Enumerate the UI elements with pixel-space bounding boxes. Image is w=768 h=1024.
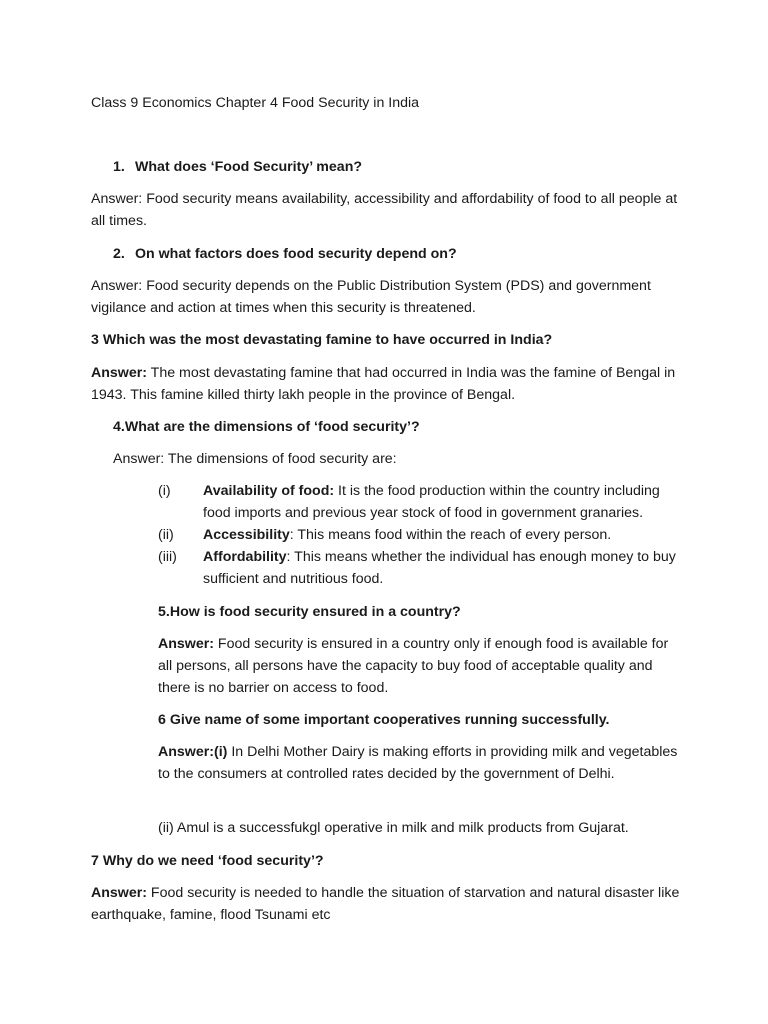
question-2-text: On what factors does food security depend on? xyxy=(135,246,457,262)
answer-4-intro: Answer: The dimensions of food security are: xyxy=(113,451,397,467)
list-item-text xyxy=(203,480,683,524)
answer-7-text: Food security is needed to handle the situation of starvation and natural disaster like earthquake, famine, flood Tsunami etc xyxy=(91,885,680,923)
document-title: Class 9 Economics Chapter 4 Food Security in India xyxy=(91,95,420,111)
list-item-numeral: (iii) xyxy=(158,549,177,565)
list-item-text xyxy=(203,524,683,546)
question-1 xyxy=(113,156,693,178)
list-item-desc: : This means whether the individual has enough money to buy sufficient and nutritious food. xyxy=(203,549,676,587)
answer-2: Answer: Food security depends on the Public Distribution System (PDS) and government vigilance and action at times when this security is threatened. xyxy=(91,278,651,316)
list-item-numeral: (i) xyxy=(158,483,171,499)
list-item-term: Affordability xyxy=(203,549,287,565)
answer-5 xyxy=(158,633,678,699)
answer-6-part-ii: (ii) Amul is a successfukgl operative in milk and milk products from Gujarat. xyxy=(158,820,629,836)
list-item-text xyxy=(203,546,683,590)
answer-6-text: In Delhi Mother Dairy is making efforts in providing milk and vegetables to the consumers at controlled rates decided by the government of Delhi. xyxy=(158,744,678,782)
answer-3-text: The most devastating famine that had occurred in India was the famine of Bengal in 1943. This famine killed thirty lakh people in the province of Bengal. xyxy=(91,365,676,403)
answer-7-label: Answer: xyxy=(91,885,147,901)
list-item-desc: : This means food within the reach of every person. xyxy=(289,527,612,543)
question-6: 6 Give name of some important cooperatives running successfully. xyxy=(158,712,610,728)
list-item-term: Availability of food: xyxy=(203,483,335,499)
answer-3 xyxy=(91,362,681,406)
question-4: 4.What are the dimensions of ‘food security’? xyxy=(113,419,420,435)
list-item-numeral: (ii) xyxy=(158,527,174,543)
question-7: 7 Why do we need ‘food security’? xyxy=(91,853,324,869)
list-item-term: Accessibility xyxy=(203,527,290,543)
answer-5-text: Food security is ensured in a country only if enough food is available for all persons, all persons have the capacity to buy food of acceptable quality and there is no barrier on access to food. xyxy=(158,636,669,696)
answer-7 xyxy=(91,882,681,926)
answer-6 xyxy=(158,741,678,785)
answer-6-label: Answer:(i) xyxy=(158,744,228,760)
question-3: 3 Which was the most devastating famine to have occurred in India? xyxy=(91,332,553,348)
answer-1: Answer: Food security means availability, accessibility and affordability of food to all people at all times. xyxy=(91,191,678,229)
question-2 xyxy=(113,243,693,265)
answer-3-label: Answer: xyxy=(91,365,147,381)
question-2-number: 2. xyxy=(113,246,125,262)
question-1-number: 1. xyxy=(113,159,125,175)
answer-5-label: Answer: xyxy=(158,636,214,652)
question-1-text: What does ‘Food Security’ mean? xyxy=(135,159,363,175)
list-item-desc: It is the food production within the country including food imports and previous year stock of food in government granaries. xyxy=(203,483,660,521)
question-5: 5.How is food security ensured in a country? xyxy=(158,604,461,620)
